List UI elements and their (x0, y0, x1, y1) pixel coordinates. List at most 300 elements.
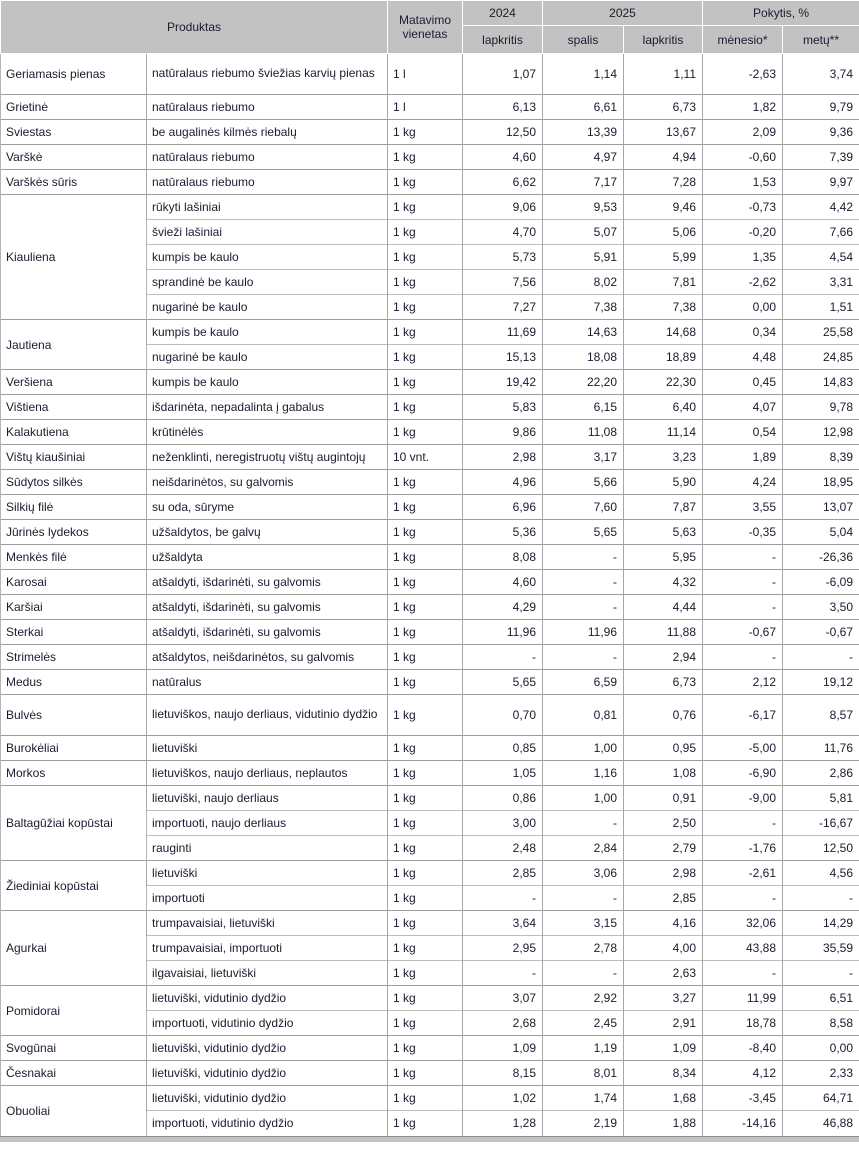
price-nov-2024-cell: 3,07 (463, 986, 543, 1011)
table-row (1, 520, 859, 545)
unit-cell: 1 kg (388, 295, 463, 320)
product-description-cell: lietuviškos, naujo derliaus, neplautos (147, 761, 388, 786)
product-description-cell: su oda, sūryme (147, 495, 388, 520)
product-description-cell: ilgavaisiai, lietuviški (147, 961, 388, 986)
change-year-cell: -16,67 (783, 811, 859, 836)
change-year-cell: 11,76 (783, 736, 859, 761)
price-nov-2024-cell: 5,73 (463, 245, 543, 270)
change-month-cell: 32,06 (703, 911, 783, 936)
price-nov-2025-cell: 1,11 (624, 54, 703, 95)
price-nov-2025-cell: 4,00 (624, 936, 703, 961)
product-description-cell: švieži lašiniai (147, 220, 388, 245)
price-oct-2025-cell: 7,38 (543, 295, 624, 320)
product-description-cell: kumpis be kaulo (147, 370, 388, 395)
product-description-cell: trumpavaisiai, lietuviški (147, 911, 388, 936)
change-month-cell: -2,63 (703, 54, 783, 95)
price-oct-2025-cell: 6,15 (543, 395, 624, 420)
change-year-cell: 12,98 (783, 420, 859, 445)
table-row (1, 645, 859, 670)
unit-cell: 1 kg (388, 861, 463, 886)
price-nov-2024-cell: 3,00 (463, 811, 543, 836)
change-year-cell: 14,83 (783, 370, 859, 395)
price-oct-2025-cell: 5,07 (543, 220, 624, 245)
price-nov-2024-cell: 9,06 (463, 195, 543, 220)
product-name-cell: Žiediniai kopūstai (1, 861, 147, 911)
price-nov-2024-cell: 11,96 (463, 620, 543, 645)
price-oct-2025-cell: 7,17 (543, 170, 624, 195)
price-oct-2025-cell: 2,45 (543, 1011, 624, 1036)
change-year-cell: 2,33 (783, 1061, 859, 1086)
change-month-cell: 11,99 (703, 986, 783, 1011)
change-year-cell: 12,50 (783, 836, 859, 861)
change-month-cell: 0,54 (703, 420, 783, 445)
price-nov-2025-cell: 5,63 (624, 520, 703, 545)
change-year-cell: 14,29 (783, 911, 859, 936)
table-row (1, 545, 859, 570)
price-oct-2025-cell: 2,19 (543, 1111, 624, 1136)
price-nov-2024-cell: 6,62 (463, 170, 543, 195)
product-description-cell: išdarinėta, nepadalinta į gabalus (147, 395, 388, 420)
table-row (1, 786, 859, 811)
price-nov-2024-cell: 7,56 (463, 270, 543, 295)
price-nov-2024-cell: 2,85 (463, 861, 543, 886)
product-name-cell: Vištų kiaušiniai (1, 445, 147, 470)
price-nov-2024-cell: 7,27 (463, 295, 543, 320)
price-oct-2025-cell: 3,15 (543, 911, 624, 936)
price-nov-2024-cell: 1,09 (463, 1036, 543, 1061)
change-year-cell: 9,36 (783, 120, 859, 145)
product-name-cell: Menkės filė (1, 545, 147, 570)
unit-cell: 1 kg (388, 911, 463, 936)
change-month-cell: -8,40 (703, 1036, 783, 1061)
price-nov-2025-cell: 1,88 (624, 1111, 703, 1136)
product-description-cell: natūralaus riebumo (147, 95, 388, 120)
price-nov-2025-cell: 0,91 (624, 786, 703, 811)
price-nov-2025-cell: 8,34 (624, 1061, 703, 1086)
product-name-cell: Silkių filė (1, 495, 147, 520)
price-oct-2025-cell: 8,02 (543, 270, 624, 295)
price-oct-2025-cell: - (543, 645, 624, 670)
product-name-cell: Svogūnai (1, 1036, 147, 1061)
product-name-cell: Pomidorai (1, 986, 147, 1036)
price-nov-2024-cell: 5,36 (463, 520, 543, 545)
change-month-cell: -9,00 (703, 786, 783, 811)
price-nov-2025-cell: 4,16 (624, 911, 703, 936)
table-row (1, 1061, 859, 1086)
product-description-cell: užšaldytos, be galvų (147, 520, 388, 545)
price-nov-2024-cell: 1,02 (463, 1086, 543, 1111)
product-name-cell: Veršiena (1, 370, 147, 395)
unit-cell: 1 kg (388, 786, 463, 811)
product-name-cell: Jautiena (1, 320, 147, 370)
product-name-cell: Agurkai (1, 911, 147, 986)
change-year-cell: 8,58 (783, 1011, 859, 1036)
header-produktas: Produktas (1, 1, 388, 54)
price-nov-2025-cell: 1,68 (624, 1086, 703, 1111)
change-year-cell: 5,81 (783, 786, 859, 811)
table-row (1, 370, 859, 395)
price-oct-2025-cell: 1,00 (543, 736, 624, 761)
change-month-cell: 2,09 (703, 120, 783, 145)
unit-cell: 1 kg (388, 120, 463, 145)
change-year-cell: 0,00 (783, 1036, 859, 1061)
price-nov-2024-cell: 15,13 (463, 345, 543, 370)
product-description-cell: lietuviški (147, 861, 388, 886)
product-description-cell: lietuviški, vidutinio dydžio (147, 986, 388, 1011)
change-year-cell: 9,78 (783, 395, 859, 420)
unit-cell: 1 kg (388, 936, 463, 961)
price-nov-2024-cell: 2,48 (463, 836, 543, 861)
change-year-cell: 4,42 (783, 195, 859, 220)
unit-cell: 1 kg (388, 1036, 463, 1061)
product-description-cell: lietuviški, vidutinio dydžio (147, 1036, 388, 1061)
price-nov-2025-cell: 7,87 (624, 495, 703, 520)
price-nov-2025-cell: 2,98 (624, 861, 703, 886)
unit-cell: 1 kg (388, 470, 463, 495)
table-row (1, 195, 859, 220)
price-nov-2025-cell: 4,94 (624, 145, 703, 170)
table-row (1, 1036, 859, 1061)
change-year-cell: - (783, 645, 859, 670)
product-name-cell: Jūrinės lydekos (1, 520, 147, 545)
product-name-cell: Bulvės (1, 695, 147, 736)
price-nov-2024-cell: 5,65 (463, 670, 543, 695)
header-year-change: metų** (783, 26, 859, 54)
price-nov-2025-cell: 18,89 (624, 345, 703, 370)
product-description-cell: importuoti, naujo derliaus (147, 811, 388, 836)
change-month-cell: - (703, 886, 783, 911)
change-month-cell: -5,00 (703, 736, 783, 761)
change-month-cell: 0,00 (703, 295, 783, 320)
change-year-cell: 7,39 (783, 145, 859, 170)
header-nov-2025: lapkritis (624, 26, 703, 54)
price-oct-2025-cell: 7,60 (543, 495, 624, 520)
price-nov-2024-cell: 6,96 (463, 495, 543, 520)
table-row (1, 570, 859, 595)
unit-cell: 1 kg (388, 620, 463, 645)
change-year-cell: 8,57 (783, 695, 859, 736)
change-year-cell: -0,67 (783, 620, 859, 645)
change-month-cell: -0,73 (703, 195, 783, 220)
price-nov-2025-cell: 4,44 (624, 595, 703, 620)
price-nov-2024-cell: - (463, 645, 543, 670)
price-oct-2025-cell: 1,74 (543, 1086, 624, 1111)
price-nov-2024-cell: 0,85 (463, 736, 543, 761)
price-nov-2024-cell: 1,05 (463, 761, 543, 786)
price-nov-2024-cell: 12,50 (463, 120, 543, 145)
table-row (1, 761, 859, 786)
price-nov-2025-cell: 2,79 (624, 836, 703, 861)
unit-cell: 1 kg (388, 695, 463, 736)
price-nov-2025-cell: 2,94 (624, 645, 703, 670)
price-nov-2025-cell: 2,50 (624, 811, 703, 836)
change-month-cell: -0,20 (703, 220, 783, 245)
change-year-cell: 9,97 (783, 170, 859, 195)
price-nov-2025-cell: 1,09 (624, 1036, 703, 1061)
unit-cell: 1 kg (388, 245, 463, 270)
table-row (1, 420, 859, 445)
unit-cell: 1 kg (388, 595, 463, 620)
price-nov-2025-cell: 5,06 (624, 220, 703, 245)
unit-cell: 1 kg (388, 395, 463, 420)
price-oct-2025-cell: 13,39 (543, 120, 624, 145)
change-year-cell: 18,95 (783, 470, 859, 495)
change-month-cell: 43,88 (703, 936, 783, 961)
change-year-cell: -6,09 (783, 570, 859, 595)
product-description-cell: trumpavaisiai, importuoti (147, 936, 388, 961)
change-month-cell: - (703, 545, 783, 570)
table-row (1, 861, 859, 886)
unit-cell: 1 kg (388, 320, 463, 345)
table-row (1, 120, 859, 145)
price-oct-2025-cell: 3,17 (543, 445, 624, 470)
change-year-cell: 8,39 (783, 445, 859, 470)
price-nov-2025-cell: 7,81 (624, 270, 703, 295)
table-row (1, 445, 859, 470)
change-month-cell: - (703, 961, 783, 986)
product-description-cell: kumpis be kaulo (147, 320, 388, 345)
unit-cell: 1 kg (388, 545, 463, 570)
price-nov-2024-cell: 4,29 (463, 595, 543, 620)
price-nov-2024-cell: 3,64 (463, 911, 543, 936)
price-oct-2025-cell: 1,14 (543, 54, 624, 95)
header-month-change: mėnesio* (703, 26, 783, 54)
table-row (1, 1086, 859, 1111)
price-nov-2024-cell: 5,83 (463, 395, 543, 420)
change-month-cell: 4,24 (703, 470, 783, 495)
unit-cell: 1 kg (388, 645, 463, 670)
change-month-cell: -2,61 (703, 861, 783, 886)
price-nov-2025-cell: 7,38 (624, 295, 703, 320)
product-description-cell: natūralaus riebumo (147, 170, 388, 195)
change-month-cell: -0,60 (703, 145, 783, 170)
unit-cell: 1 kg (388, 195, 463, 220)
header-year-2024: 2024 (463, 1, 543, 26)
price-nov-2024-cell: 4,60 (463, 145, 543, 170)
change-month-cell: -0,35 (703, 520, 783, 545)
product-name-cell: Sterkai (1, 620, 147, 645)
change-year-cell: 5,04 (783, 520, 859, 545)
price-nov-2024-cell: 1,28 (463, 1111, 543, 1136)
unit-cell: 1 l (388, 95, 463, 120)
unit-cell: 1 kg (388, 986, 463, 1011)
price-oct-2025-cell: 6,59 (543, 670, 624, 695)
change-year-cell: - (783, 886, 859, 911)
price-nov-2024-cell: 4,60 (463, 570, 543, 595)
price-nov-2024-cell: 4,96 (463, 470, 543, 495)
unit-cell: 10 vnt. (388, 445, 463, 470)
header-year-2025: 2025 (543, 1, 703, 26)
table-body (1, 54, 859, 1136)
price-nov-2024-cell: 8,08 (463, 545, 543, 570)
price-oct-2025-cell: 4,97 (543, 145, 624, 170)
product-description-cell: importuoti (147, 886, 388, 911)
change-month-cell: 1,53 (703, 170, 783, 195)
price-nov-2025-cell: 13,67 (624, 120, 703, 145)
unit-cell: 1 kg (388, 811, 463, 836)
change-month-cell: 1,35 (703, 245, 783, 270)
change-month-cell: 0,45 (703, 370, 783, 395)
price-nov-2025-cell: 0,76 (624, 695, 703, 736)
product-description-cell: rūkyti lašiniai (147, 195, 388, 220)
product-description-cell: krūtinėlės (147, 420, 388, 445)
table-row (1, 911, 859, 936)
product-name-cell: Grietinė (1, 95, 147, 120)
table-row (1, 495, 859, 520)
product-name-cell: Geriamasis pienas (1, 54, 147, 95)
product-name-cell: Varškės sūris (1, 170, 147, 195)
product-name-cell: Česnakai (1, 1061, 147, 1086)
price-nov-2025-cell: 4,32 (624, 570, 703, 595)
product-description-cell: natūralaus riebumo šviežias karvių pienas (147, 54, 388, 95)
unit-cell: 1 l (388, 54, 463, 95)
change-year-cell: 24,85 (783, 345, 859, 370)
product-name-cell: Karosai (1, 570, 147, 595)
change-month-cell: 18,78 (703, 1011, 783, 1036)
product-name-cell: Morkos (1, 761, 147, 786)
price-nov-2025-cell: 6,73 (624, 670, 703, 695)
price-nov-2025-cell: 0,95 (624, 736, 703, 761)
product-description-cell: atšaldyti, išdarinėti, su galvomis (147, 620, 388, 645)
change-year-cell: 35,59 (783, 936, 859, 961)
change-month-cell: -6,17 (703, 695, 783, 736)
price-nov-2024-cell: 0,70 (463, 695, 543, 736)
product-description-cell: rauginti (147, 836, 388, 861)
change-month-cell: 1,82 (703, 95, 783, 120)
product-description-cell: užšaldyta (147, 545, 388, 570)
price-nov-2025-cell: 11,88 (624, 620, 703, 645)
change-year-cell: - (783, 961, 859, 986)
change-month-cell: 4,07 (703, 395, 783, 420)
unit-cell: 1 kg (388, 670, 463, 695)
price-nov-2025-cell: 5,90 (624, 470, 703, 495)
table-row (1, 145, 859, 170)
product-description-cell: neišdarinėtos, su galvomis (147, 470, 388, 495)
price-nov-2025-cell: 3,27 (624, 986, 703, 1011)
unit-cell: 1 kg (388, 736, 463, 761)
product-name-cell: Vištiena (1, 395, 147, 420)
product-name-cell: Obuoliai (1, 1086, 147, 1136)
price-nov-2024-cell: 1,07 (463, 54, 543, 95)
unit-cell: 1 kg (388, 520, 463, 545)
header-nov-2024: lapkritis (463, 26, 543, 54)
unit-cell: 1 kg (388, 886, 463, 911)
product-description-cell: kumpis be kaulo (147, 245, 388, 270)
header-matavimo-vienetas: Matavimo vienetas (388, 1, 463, 54)
change-year-cell: 13,07 (783, 495, 859, 520)
price-oct-2025-cell: 1,00 (543, 786, 624, 811)
price-oct-2025-cell: - (543, 811, 624, 836)
change-month-cell: - (703, 645, 783, 670)
unit-cell: 1 kg (388, 345, 463, 370)
product-name-cell: Kalakutiena (1, 420, 147, 445)
price-oct-2025-cell: 22,20 (543, 370, 624, 395)
price-nov-2024-cell: 2,95 (463, 936, 543, 961)
price-oct-2025-cell: - (543, 961, 624, 986)
unit-cell: 1 kg (388, 961, 463, 986)
price-oct-2025-cell: 14,63 (543, 320, 624, 345)
change-year-cell: -26,36 (783, 545, 859, 570)
price-nov-2024-cell: - (463, 886, 543, 911)
price-nov-2024-cell: 11,69 (463, 320, 543, 345)
change-year-cell: 2,86 (783, 761, 859, 786)
unit-cell: 1 kg (388, 270, 463, 295)
price-nov-2025-cell: 7,28 (624, 170, 703, 195)
change-month-cell: -3,45 (703, 1086, 783, 1111)
price-oct-2025-cell: 3,06 (543, 861, 624, 886)
price-nov-2024-cell: 2,68 (463, 1011, 543, 1036)
change-year-cell: 25,58 (783, 320, 859, 345)
product-name-cell: Sviestas (1, 120, 147, 145)
product-name-cell: Strimelės (1, 645, 147, 670)
price-oct-2025-cell: 1,19 (543, 1036, 624, 1061)
product-name-cell: Burokėliai (1, 736, 147, 761)
table-row (1, 320, 859, 345)
product-description-cell: natūralus (147, 670, 388, 695)
unit-cell: 1 kg (388, 420, 463, 445)
unit-cell: 1 kg (388, 170, 463, 195)
product-description-cell: lietuviški, vidutinio dydžio (147, 1086, 388, 1111)
change-year-cell: 6,51 (783, 986, 859, 1011)
change-year-cell: 3,50 (783, 595, 859, 620)
change-month-cell: 1,89 (703, 445, 783, 470)
product-description-cell: atšaldyti, išdarinėti, su galvomis (147, 570, 388, 595)
unit-cell: 1 kg (388, 220, 463, 245)
unit-cell: 1 kg (388, 145, 463, 170)
change-year-cell: 4,56 (783, 861, 859, 886)
price-oct-2025-cell: 6,61 (543, 95, 624, 120)
product-description-cell: nugarinė be kaulo (147, 295, 388, 320)
price-oct-2025-cell: 11,96 (543, 620, 624, 645)
product-name-cell: Kiauliena (1, 195, 147, 320)
change-year-cell: 3,31 (783, 270, 859, 295)
change-month-cell: -6,90 (703, 761, 783, 786)
product-description-cell: lietuviškos, naujo derliaus, vidutinio dydžio (147, 695, 388, 736)
change-month-cell: 3,55 (703, 495, 783, 520)
product-description-cell: lietuviški, naujo derliaus (147, 786, 388, 811)
change-month-cell: -1,76 (703, 836, 783, 861)
table-row (1, 986, 859, 1011)
change-month-cell: 2,12 (703, 670, 783, 695)
table-row (1, 395, 859, 420)
unit-cell: 1 kg (388, 1011, 463, 1036)
product-description-cell: lietuviški, vidutinio dydžio (147, 1061, 388, 1086)
change-month-cell: -2,62 (703, 270, 783, 295)
price-oct-2025-cell: 2,78 (543, 936, 624, 961)
product-description-cell: sprandinė be kaulo (147, 270, 388, 295)
price-nov-2024-cell: 19,42 (463, 370, 543, 395)
unit-cell: 1 kg (388, 1086, 463, 1111)
product-description-cell: atšaldytos, neišdarinėtos, su galvomis (147, 645, 388, 670)
price-nov-2025-cell: 1,08 (624, 761, 703, 786)
header-pokytis: Pokytis, % (703, 1, 859, 26)
change-year-cell: 3,74 (783, 54, 859, 95)
table-header (1, 1, 859, 54)
header-oct-2025: spalis (543, 26, 624, 54)
change-year-cell: 1,51 (783, 295, 859, 320)
price-nov-2025-cell: 6,73 (624, 95, 703, 120)
product-description-cell: importuoti, vidutinio dydžio (147, 1111, 388, 1136)
unit-cell: 1 kg (388, 761, 463, 786)
change-month-cell: - (703, 811, 783, 836)
price-nov-2024-cell: 9,86 (463, 420, 543, 445)
price-oct-2025-cell: - (543, 886, 624, 911)
price-oct-2025-cell: 5,91 (543, 245, 624, 270)
price-nov-2024-cell: 8,15 (463, 1061, 543, 1086)
price-nov-2025-cell: 2,91 (624, 1011, 703, 1036)
price-nov-2025-cell: 2,85 (624, 886, 703, 911)
table-row (1, 670, 859, 695)
